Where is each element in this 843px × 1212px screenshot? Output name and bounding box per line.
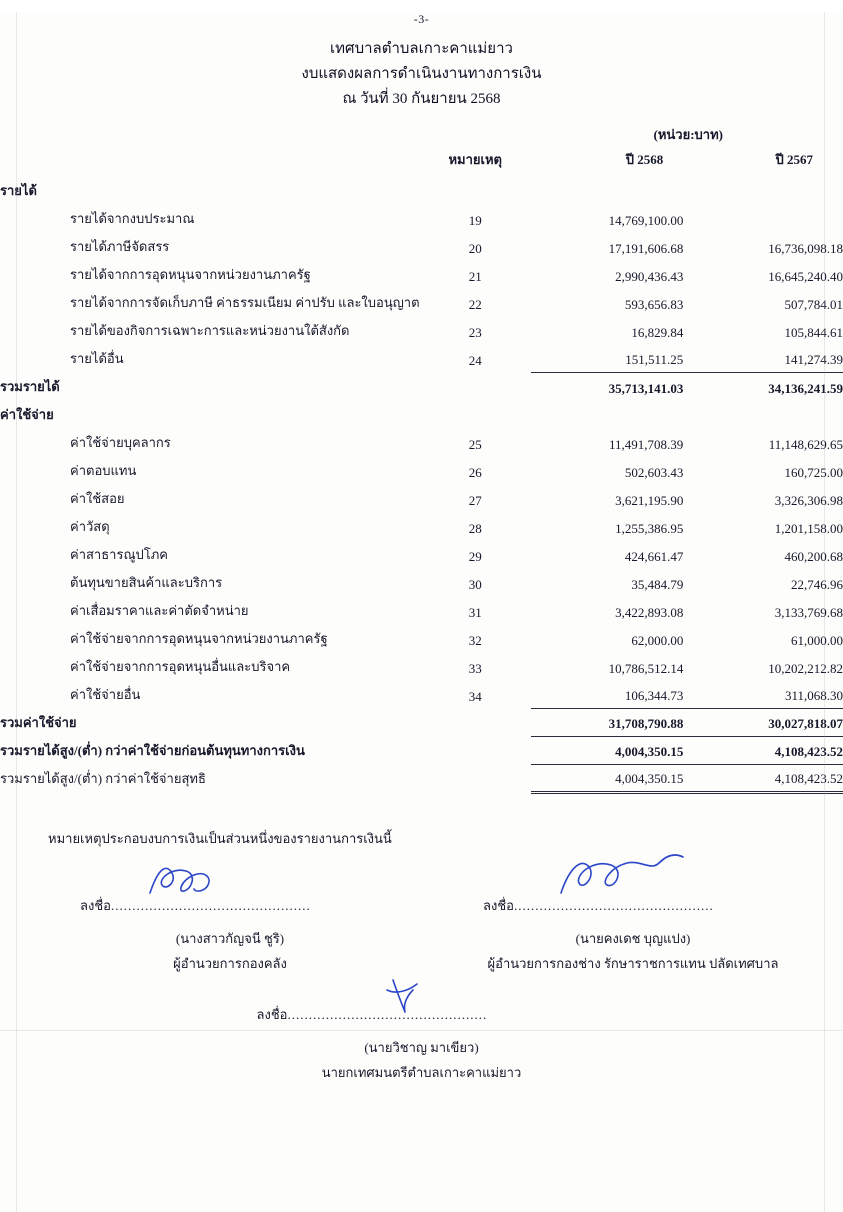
- row-label: ค่าเสื่อมราคาและค่าตัดจำหน่าย: [70, 602, 249, 618]
- row-note-number: 31: [468, 604, 482, 620]
- org-name: เทศบาลตำบลเกาะคาแม่ยาว: [330, 41, 513, 57]
- row-note-number: 24: [468, 352, 482, 368]
- unit-note: (หน่วย:บาท): [653, 127, 723, 142]
- signature-role-center: นายกเทศมนตรีตำบลเกาะคาแม่ยาว: [321, 1064, 522, 1080]
- row-label: รายได้จากการอุดหนุนจากหน่วยงานภาครัฐ: [70, 266, 311, 282]
- row-note-number: 25: [468, 436, 482, 452]
- row-value-2568: 35,484.79: [631, 576, 684, 592]
- row-value-2567: [683, 176, 843, 204]
- row-label: ค่าใช้จ่ายจากการอุดหนุนอื่นและบริจาค: [70, 658, 291, 674]
- signature-line-left: [80, 895, 380, 916]
- section-header-row: [0, 400, 843, 428]
- row-value-2567: [683, 400, 843, 428]
- row-label: รวมรายได้สูง/(ต่ำ) กว่าค่าใช้จ่ายสุทธิ: [0, 770, 206, 786]
- row-value-2568: 4,004,350.15: [531, 764, 683, 792]
- row-value-2568: 4,004,350.15: [531, 736, 683, 764]
- table-row: [0, 568, 843, 596]
- row-value-2568: 11,491,708.39: [609, 436, 684, 452]
- signature-name-right: (นายคงเดช บุญแปง): [575, 930, 691, 946]
- signature-prefix-right: ลงชื่อ: [483, 897, 514, 913]
- signature-area: [0, 895, 843, 1155]
- row-label: รวมรายได้: [0, 378, 60, 394]
- section-header-row: [0, 176, 843, 204]
- row-value-2567: 61,000.00: [791, 632, 843, 648]
- financial-statement-table: [0, 148, 843, 794]
- signature-block-right: [483, 895, 783, 974]
- row-value-2568: 151,511.25: [625, 352, 684, 367]
- row-label: ค่าใช้จ่าย: [0, 406, 54, 422]
- row-value-2567: 34,136,241.59: [683, 372, 843, 400]
- row-note-number: [420, 764, 531, 792]
- signature-prefix-center: ลงชื่อ: [256, 1006, 288, 1022]
- row-value-2567: 10,202,212.82: [768, 660, 843, 676]
- signature-line-center: [257, 1004, 587, 1025]
- row-value-2568: 3,621,195.90: [615, 492, 684, 508]
- row-label: รวมค่าใช้จ่าย: [0, 714, 77, 730]
- row-value-2567: 460,200.68: [784, 548, 843, 564]
- row-label: ค่าสาธารณูปโภค: [70, 546, 169, 562]
- row-note-number: 27: [468, 492, 482, 508]
- table-row: [0, 288, 843, 316]
- row-label: รายได้จากการจัดเก็บภาษี ค่าธรรมเนียม ค่าปรับ และใบอนุญาต: [70, 294, 420, 310]
- row-label: รายได้ของกิจการเฉพาะการและหน่วยงานใต้สังกัด: [70, 322, 350, 338]
- footnote: หมายเหตุประกอบงบการเงินเป็นส่วนหนึ่งของรายงานการเงินนี้: [48, 830, 392, 846]
- row-value-2568: 2,990,436.43: [615, 268, 684, 284]
- table-row: [0, 652, 843, 680]
- summary-row: [0, 764, 843, 792]
- section-total-row: [0, 708, 843, 736]
- table-row: [0, 204, 843, 232]
- row-value-2568: 1,255,386.95: [615, 520, 684, 536]
- row-value-2567: 507,784.01: [784, 296, 843, 312]
- row-value-2568: 106,344.73: [624, 688, 684, 703]
- row-note-number: 21: [468, 268, 482, 284]
- row-value-2568: 62,000.00: [631, 632, 684, 648]
- row-label: ค่าตอบแทน: [70, 462, 137, 478]
- table-row: [0, 596, 843, 624]
- table-row: [0, 260, 843, 288]
- signature-dots-left: ...............................................: [110, 897, 311, 913]
- summary-row: [0, 736, 843, 764]
- row-label: ค่าวัสดุ: [70, 518, 110, 534]
- row-label: ค่าใช้จ่ายจากการอุดหนุนจากหน่วยงานภาครัฐ: [70, 630, 328, 646]
- signature-dots-center: ...............................................: [287, 1006, 488, 1022]
- signature-name-center: (นายวิชาญ มาเขียว): [364, 1039, 479, 1055]
- header-label: [0, 148, 420, 176]
- row-note-number: 34: [468, 688, 482, 704]
- header-year-2568: ปี 2568: [625, 152, 664, 167]
- signature-dots-right: ...............................................: [513, 897, 714, 913]
- row-value-2568: 593,656.83: [624, 296, 684, 312]
- row-value-2567: 16,736,098.18: [768, 240, 843, 256]
- signature-role-left: ผู้อำนวยการกองคลัง: [173, 955, 287, 971]
- row-label: รายได้อื่น: [70, 350, 124, 366]
- row-note-number: 30: [468, 576, 482, 592]
- table-row: [0, 512, 843, 540]
- row-note-number: 22: [468, 296, 482, 312]
- row-value-2567: 3,326,306.98: [774, 492, 843, 508]
- table-header-row: [0, 148, 843, 176]
- row-note-number: 33: [468, 660, 482, 676]
- table-row: [0, 344, 843, 372]
- row-value-2568: 31,708,790.88: [531, 708, 683, 736]
- row-value-2568: 3,422,893.08: [615, 604, 684, 620]
- row-label: ค่าใช้จ่ายบุคลากร: [70, 434, 171, 450]
- signature-block-center: [257, 1004, 587, 1083]
- row-label: รายได้จากงบประมาณ: [70, 210, 195, 226]
- row-value-2567: 30,027,818.07: [683, 708, 843, 736]
- header-year-2567: ปี 2567: [775, 152, 813, 167]
- row-label: ค่าใช้สอย: [70, 490, 125, 506]
- row-note-number: 26: [468, 464, 482, 480]
- row-value-2568: 17,191,606.68: [608, 240, 684, 256]
- row-label: รวมรายได้สูง/(ต่ำ) กว่าค่าใช้จ่ายก่อนต้นทุนทางการเงิน: [0, 742, 305, 758]
- row-value-2567: 4,108,423.52: [683, 764, 843, 792]
- as-of-date: ณ วันที่ 30 กันยายน 2568: [342, 91, 501, 107]
- row-note-number: 29: [468, 548, 482, 564]
- page-number: -3-: [413, 12, 430, 26]
- table-row: [0, 316, 843, 344]
- row-label: ค่าใช้จ่ายอื่น: [70, 686, 141, 702]
- row-note-number: 20: [468, 240, 482, 256]
- table-row: [0, 680, 843, 708]
- row-note-number: 28: [468, 520, 482, 536]
- row-label: รายได้: [0, 182, 37, 198]
- row-value-2567: 11,148,629.65: [768, 436, 843, 452]
- header-note: หมายเหตุ: [448, 152, 502, 167]
- row-value-2567: 311,068.30: [784, 688, 843, 703]
- row-value-2567: [683, 204, 843, 232]
- row-note-number: [420, 372, 531, 400]
- row-note-number: [420, 176, 531, 204]
- row-value-2568: 16,829.84: [631, 324, 684, 340]
- section-total-row: [0, 372, 843, 400]
- row-note-number: [420, 736, 531, 764]
- table-row: [0, 540, 843, 568]
- row-note-number: 32: [468, 632, 482, 648]
- signature-block-left: [80, 895, 380, 974]
- row-value-2568: 502,603.43: [624, 464, 684, 480]
- row-value-2567: 16,645,240.40: [768, 268, 843, 284]
- row-value-2567: 160,725.00: [784, 464, 843, 480]
- row-value-2567: 22,746.96: [791, 576, 843, 592]
- row-value-2568: 424,661.47: [624, 548, 684, 564]
- row-value-2568: [531, 176, 683, 204]
- document-title-block: [0, 37, 843, 112]
- row-value-2568: 14,769,100.00: [608, 212, 684, 228]
- signature-prefix-left: ลงชื่อ: [80, 897, 111, 913]
- table-row: [0, 624, 843, 652]
- row-value-2567: 3,133,769.68: [774, 604, 843, 620]
- row-value-2568: 10,786,512.14: [608, 660, 684, 676]
- signature-role-right: ผู้อำนวยการกองช่าง รักษาราชการแทน ปลัดเทศบาล: [487, 955, 779, 971]
- row-value-2567: 4,108,423.52: [683, 736, 843, 764]
- row-note-number: [420, 400, 531, 428]
- signature-line-right: [483, 895, 783, 916]
- row-label: ต้นทุนขายสินค้าและบริการ: [70, 574, 223, 590]
- table-row: [0, 232, 843, 260]
- row-label: รายได้ภาษีจัดสรร: [70, 238, 170, 254]
- table-row: [0, 456, 843, 484]
- row-value-2568: 35,713,141.03: [531, 372, 683, 400]
- row-note-number: 23: [468, 324, 482, 340]
- signature-name-left: (นางสาวกัญจนี ชูริ): [175, 930, 285, 946]
- document-page: [0, 12, 843, 1212]
- row-value-2567: 1,201,158.00: [774, 520, 843, 536]
- statement-title: งบแสดงผลการดำเนินงานทางการเงิน: [301, 66, 542, 82]
- row-value-2567: 141,274.39: [784, 352, 843, 367]
- table-row: [0, 428, 843, 456]
- row-note-number: [420, 708, 531, 736]
- row-note-number: 19: [468, 212, 482, 228]
- table-row: [0, 484, 843, 512]
- row-value-2567: 105,844.61: [784, 324, 843, 340]
- row-value-2568: [531, 400, 683, 428]
